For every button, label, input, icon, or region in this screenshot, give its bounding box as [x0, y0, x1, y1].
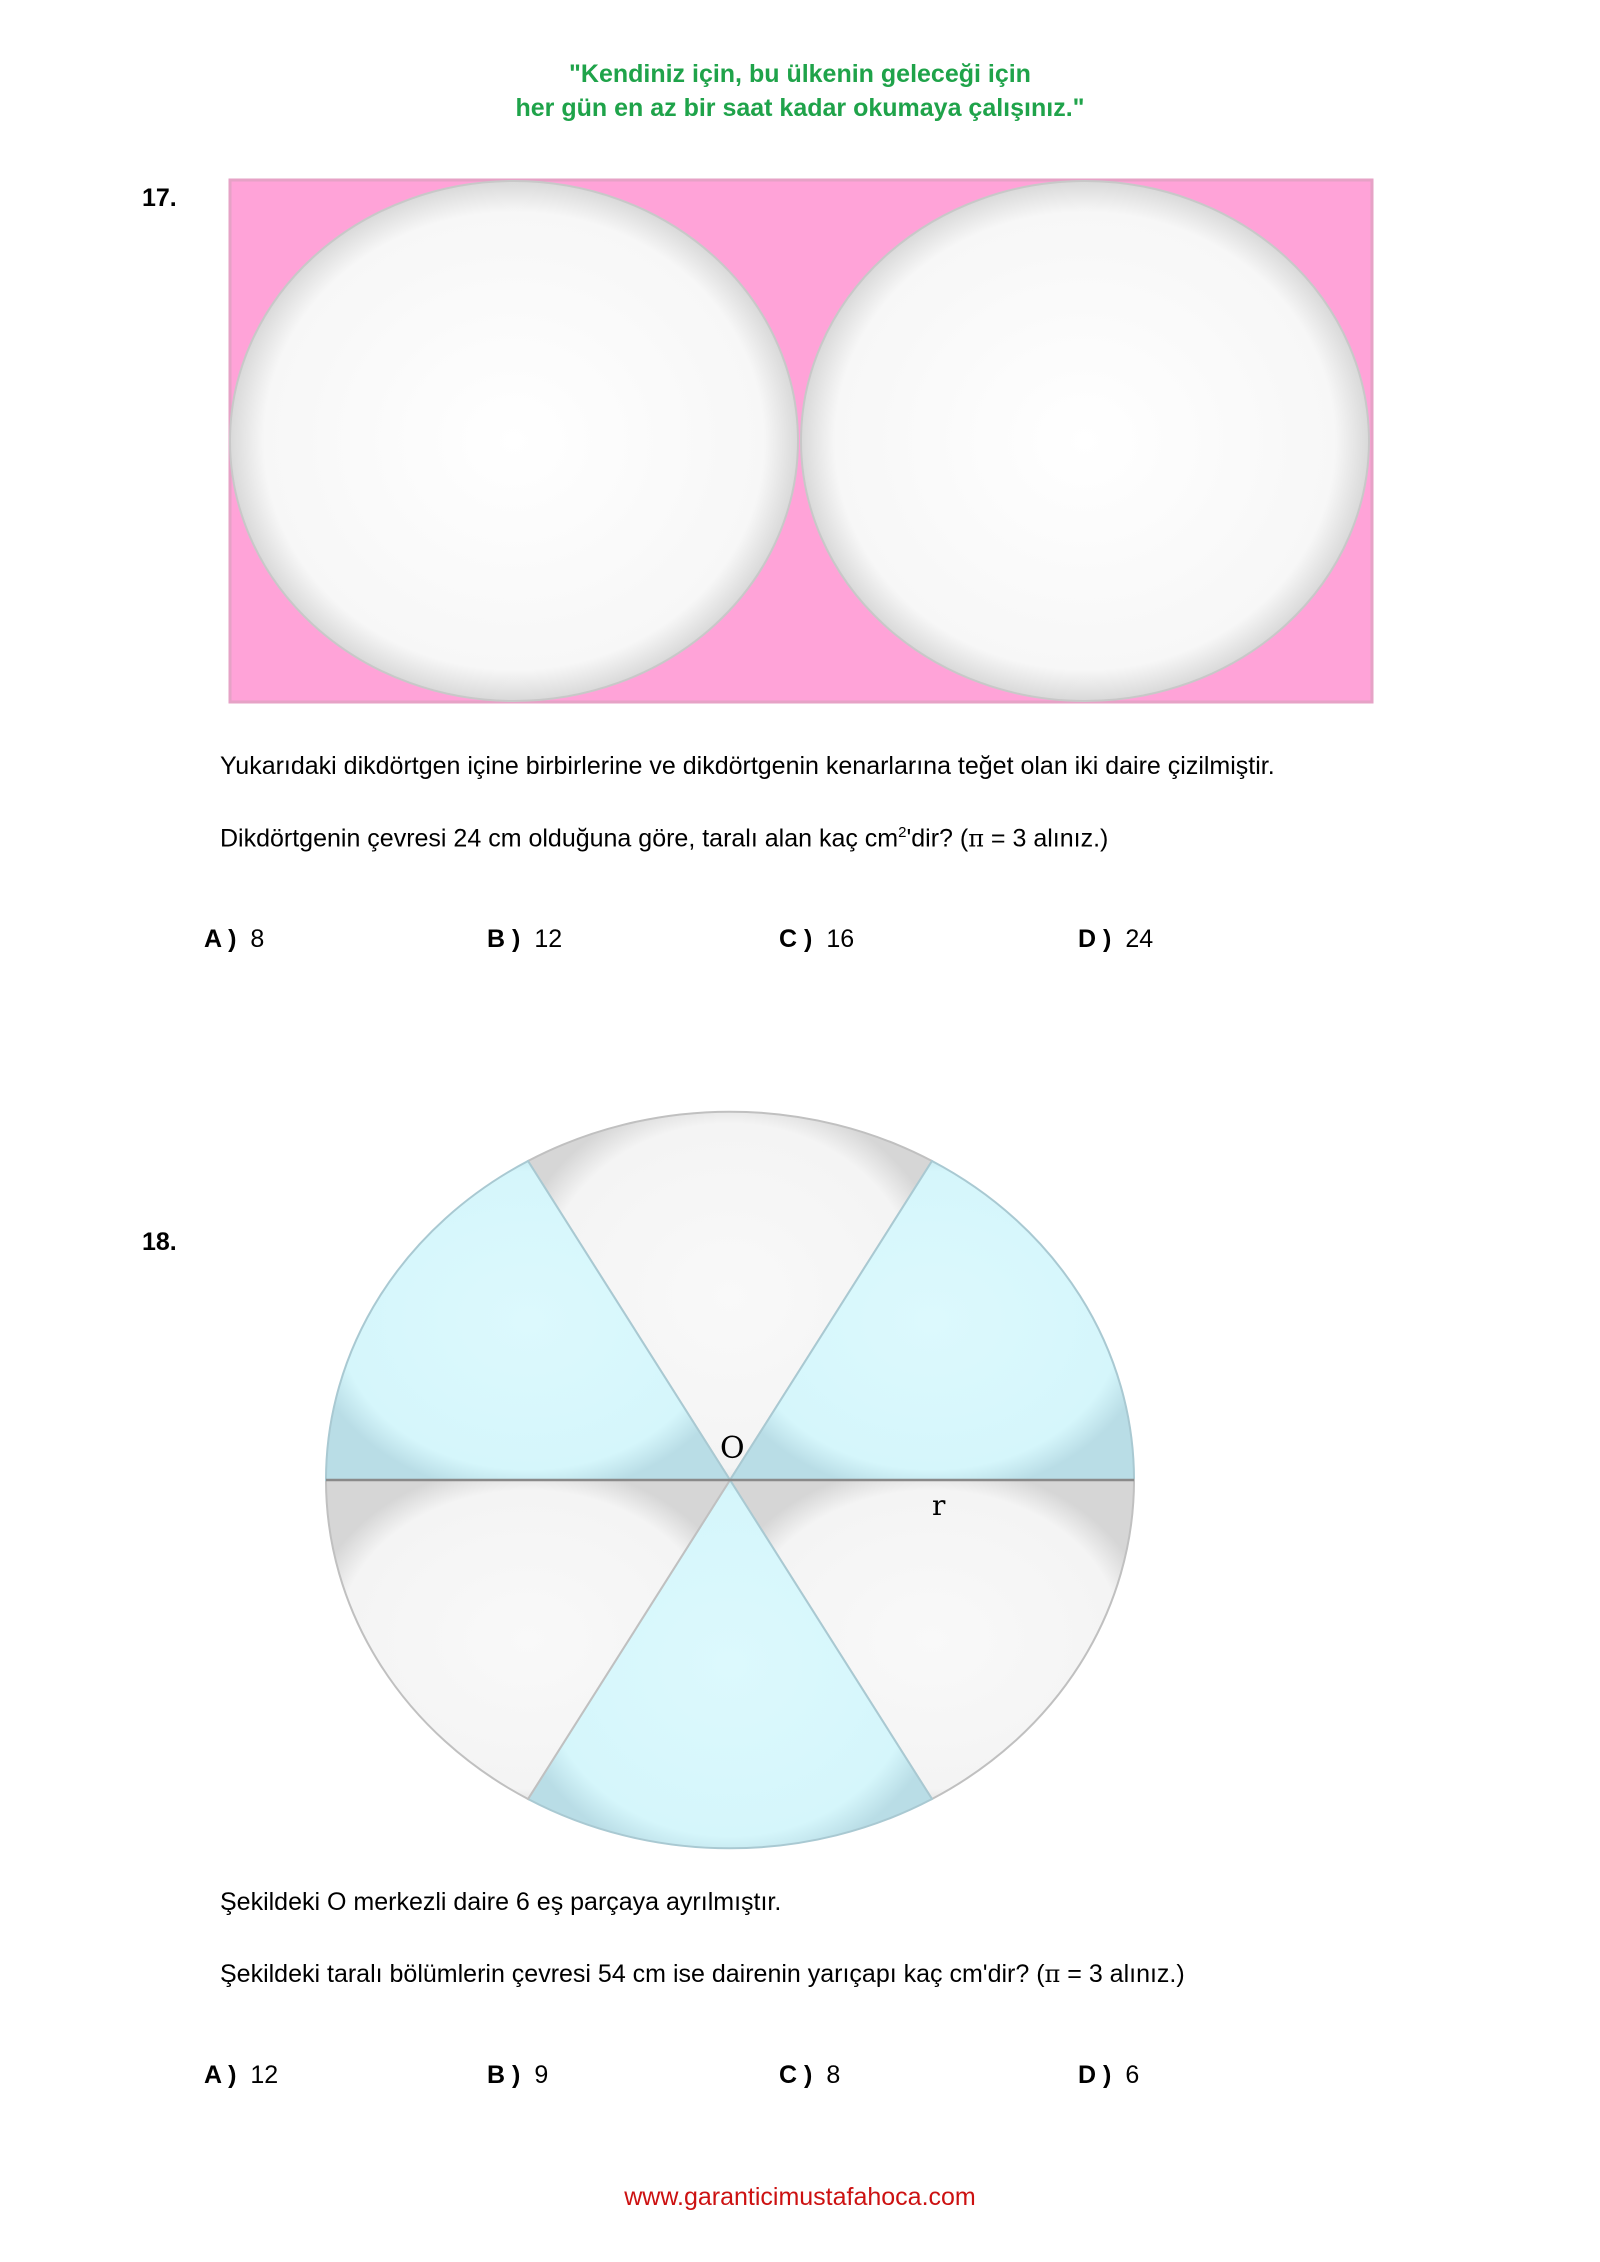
question-18-number: 18.	[142, 1228, 177, 1256]
q17-option-c-value: 16	[826, 925, 855, 953]
q18-option-a-value: 12	[250, 2061, 279, 2089]
q18-statement-2-part1: Şekildeki taralı bölümlerin çevresi 54 cm ise dairenin yarıçapı kaç cm'dir? (	[220, 1960, 1045, 1988]
q18-figure	[318, 1108, 1148, 1870]
q18-center-label: O	[720, 1431, 745, 1466]
q18-option-b[interactable]	[487, 2061, 548, 2090]
q18-option-a-letter: A )	[204, 2061, 237, 2089]
motto-line-2: her gün en az bir saat kadar okumaya çalışınız."	[515, 94, 1085, 122]
q17-statement-2-part3: = 3 alınız.)	[983, 824, 1109, 853]
q18-option-b-letter: B )	[487, 2061, 521, 2089]
q17-option-b-value: 12	[534, 925, 563, 953]
q17-circle-left	[230, 181, 798, 701]
q17-superscript: 2	[898, 824, 907, 841]
q17-option-d-letter: D )	[1078, 925, 1112, 953]
q18-pi-symbol: π	[1044, 1960, 1061, 1988]
q18-radius-label: r	[932, 1489, 946, 1522]
q17-circle-right	[801, 181, 1369, 701]
q18-statement-2-part2: = 3 alınız.)	[1060, 1960, 1185, 1988]
q17-statement-2-part2: 'dir? (	[906, 824, 969, 853]
q18-option-c-value: 8	[826, 2061, 841, 2089]
motto	[0, 57, 1600, 125]
q17-option-b-letter: B )	[487, 925, 521, 953]
q17-option-c[interactable]	[779, 925, 854, 954]
question-17-number: 17.	[142, 184, 177, 212]
q17-option-a-value: 8	[250, 925, 265, 953]
q17-statement-1: Yukarıdaki dikdörtgen içine birbirlerine ve dikdörtgenin kenarlarına teğet olan iki daire çizilmiştir.	[220, 752, 1275, 780]
q18-option-d[interactable]	[1078, 2061, 1139, 2090]
q18-option-b-value: 9	[534, 2061, 549, 2089]
q18-statement-1: Şekildeki O merkezli daire 6 eş parçaya ayrılmıştır.	[220, 1888, 782, 1916]
q17-figure	[228, 178, 1376, 706]
q18-option-a[interactable]	[204, 2061, 278, 2090]
q17-option-d-value: 24	[1125, 925, 1154, 953]
q17-option-a-letter: A )	[204, 925, 237, 953]
q18-option-d-letter: D )	[1078, 2061, 1112, 2089]
q17-option-a[interactable]	[204, 925, 264, 954]
q17-option-b[interactable]	[487, 925, 562, 954]
q17-statement-2-part1: Dikdörtgenin çevresi 24 cm olduğuna göre, taralı alan kaç cm	[220, 824, 899, 853]
q17-option-d[interactable]	[1078, 925, 1153, 954]
q18-option-c-letter: C )	[779, 2061, 813, 2089]
q17-statement-2	[220, 824, 1108, 853]
q18-option-d-value: 6	[1125, 2061, 1140, 2089]
q18-statement-2	[220, 1960, 1185, 1989]
footer-website-link[interactable]: www.garanticimustafahoca.com	[624, 2183, 976, 2211]
q17-pi-symbol: π	[968, 824, 984, 853]
q17-option-c-letter: C )	[779, 925, 813, 953]
q18-option-c[interactable]	[779, 2061, 840, 2090]
motto-line-1: "Kendiniz için, bu ülkenin geleceği için	[569, 60, 1031, 88]
